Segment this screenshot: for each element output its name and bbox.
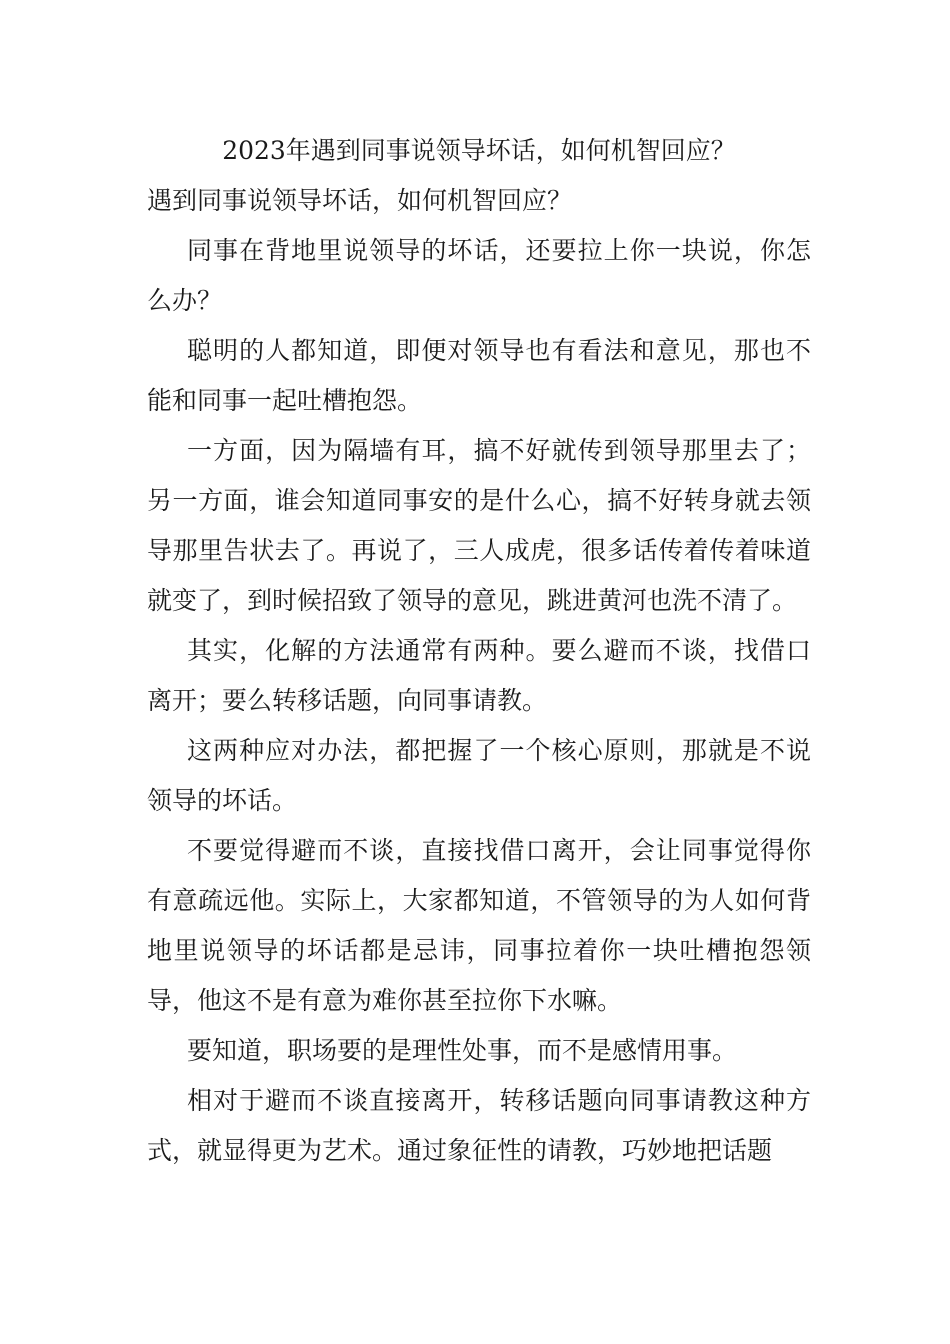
- paragraph-5: 这两种应对办法，都把握了一个核心原则，那就是不说领导的坏话。: [147, 736, 811, 815]
- paragraph-1: 同事在背地里说领导的坏话，还要拉上你一块说，你怎么办？: [147, 236, 811, 315]
- document-subtitle: 遇到同事说领导坏话，如何机智回应？: [147, 186, 573, 215]
- paragraph-3: 一方面，因为隔墙有耳，搞不好就传到领导那里去了；另一方面，谁会知道同事安的是什么心，搞不好转身就去领导那里告状去了。再说了，三人成虎，很多话传着传着味道就变了，到时候招致了领导的意见，跳进黄河也洗不清了。: [147, 436, 811, 615]
- paragraph-6: 不要觉得避而不谈，直接找借口离开，会让同事觉得你有意疏远他。实际上，大家都知道，不管领导的为人如何背地里说领导的坏话都是忌讳，同事拉着你一块吐槽抱怨领导，他这不是有意为难你甚至拉你下水嘛。: [147, 836, 811, 1015]
- document-body: [147, 126, 811, 1176]
- paragraph-2: 聪明的人都知道，即便对领导也有看法和意见，那也不能和同事一起吐槽抱怨。: [147, 336, 811, 415]
- paragraph-7: 要知道，职场要的是理性处事，而不是感情用事。: [187, 1036, 738, 1065]
- document-title: 2023年遇到同事说领导坏话，如何机智回应？: [222, 136, 736, 165]
- paragraph-4: 其实，化解的方法通常有两种。要么避而不谈，找借口离开；要么转移话题，向同事请教。: [147, 636, 811, 715]
- paragraph-8: 相对于避而不谈直接离开，转移话题向同事请教这种方式，就显得更为艺术。通过象征性的请教，巧妙地把话题: [147, 1086, 811, 1165]
